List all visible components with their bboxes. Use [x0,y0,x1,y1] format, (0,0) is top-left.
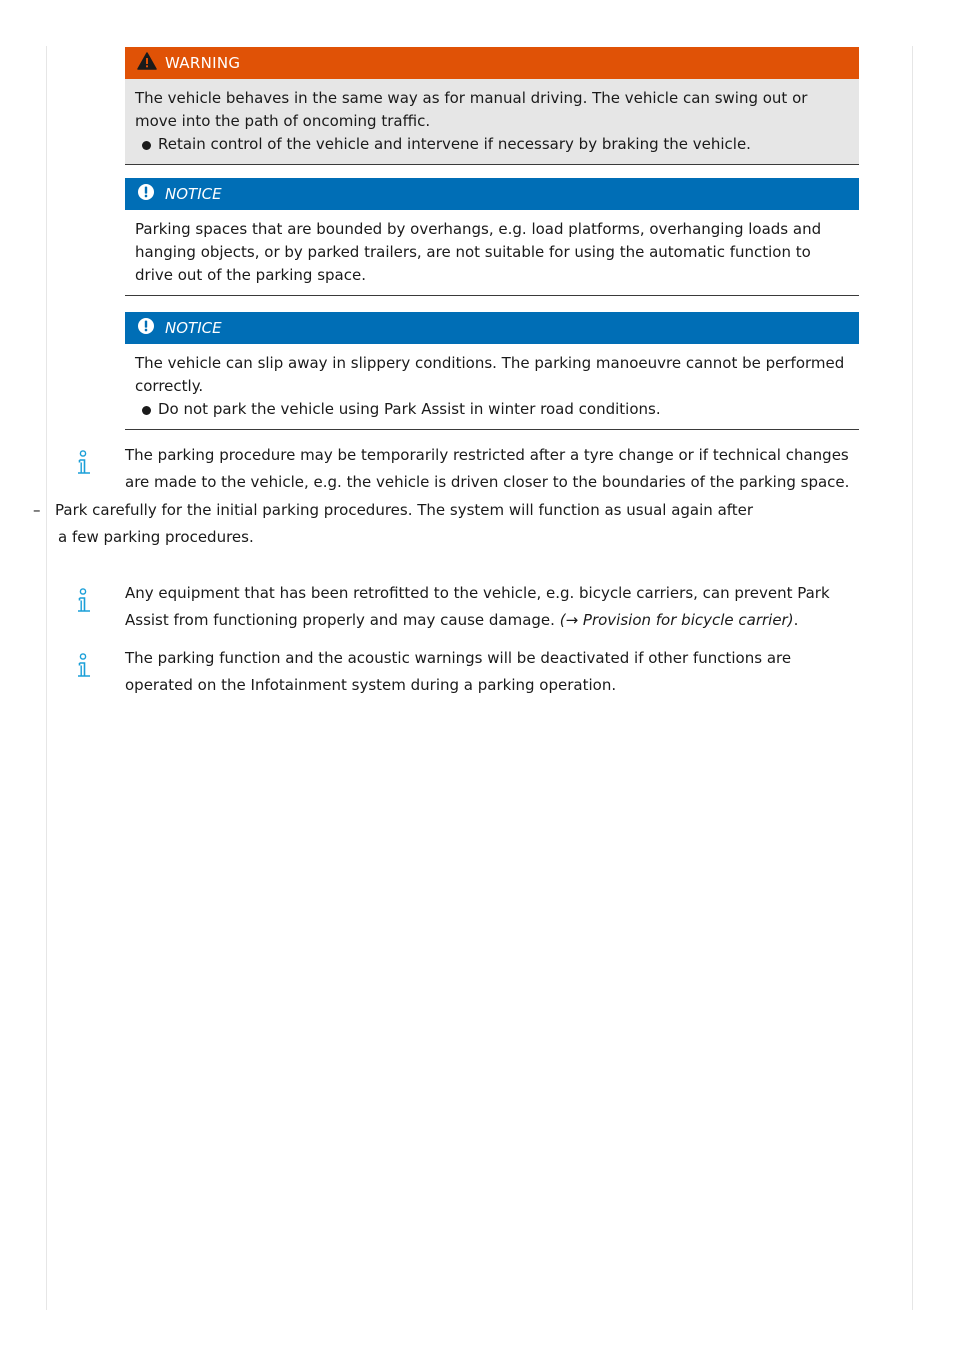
step-text-line-1: Park carefully for the initial parking procedures. The system will function as usual again after [55,501,754,519]
provision-bicycle-carrier-link[interactable]: (→ Provision for bicycle carrier) [559,610,794,629]
notice-header-1 [125,178,859,210]
info-icon [59,645,125,688]
step-text-line-2: a few parking procedures. [58,527,254,546]
warning-box [125,47,859,165]
warning-triangle-icon [137,52,157,74]
warning-bullet-item [135,133,849,156]
warning-bullet-text: Retain control of the vehicle and intervene if necessary by braking the vehicle. [158,135,751,153]
notice-title-1: NOTICE [165,185,222,203]
notice-body-2 [125,344,859,429]
notice-header-2 [125,312,859,344]
info-note-3 [59,645,859,698]
notice-box-1 [125,178,859,296]
notice-text-1: Parking spaces that are bounded by overhangs, e.g. load platforms, overhanging loads and hanging objects, or by parked trailers, are not suitable for using the automatic function to drive out of the parking space. [135,220,822,284]
step-item [31,497,859,550]
notice-text-2: The vehicle can slip away in slippery conditions. The parking manoeuvre cannot be performed correctly. [135,354,845,395]
info-note-text-1: The parking procedure may be temporarily restricted after a tyre change or if technical changes are made to the vehicle, e.g. the vehicle is driven closer to the boundaries of the parking space. [125,446,850,491]
page-content [33,47,859,698]
warning-text: The vehicle behaves in the same way as for manual driving. The vehicle can swing out or move into the path of oncoming traffic. [135,89,808,130]
info-icon [59,442,125,485]
info-note-2 [59,580,859,633]
info-note-1 [59,442,859,495]
left-margin-rule [46,46,47,1310]
info-icon [59,580,125,623]
step-dash: – [33,501,41,519]
bullet-icon [142,406,151,415]
bullet-icon [142,141,151,150]
notice-title-2: NOTICE [165,319,222,337]
step-text [55,497,859,550]
right-margin-rule [912,46,913,1310]
info-note-text-3: The parking function and the acoustic warnings will be deactivated if other functions are operated on the Infotainment system during a parking operation. [125,649,792,694]
warning-title: WARNING [165,54,241,72]
exclamation-circle-icon [137,317,155,339]
notice-box-2 [125,312,859,430]
notice-bullet-text: Do not park the vehicle using Park Assist in winter road conditions. [158,400,661,418]
info-note-text-2 [125,580,859,633]
notice-bullet-item [135,398,849,421]
notice-body-1 [125,210,859,295]
warning-header [125,47,859,79]
info-note-2-body: Any equipment that has been retrofitted to the vehicle, e.g. bicycle carriers, can prevent Park Assist from functioning properly and may cause damage. [125,584,830,629]
warning-body [125,79,859,164]
info-note-2-suffix: . [793,610,799,629]
exclamation-circle-icon [137,183,155,205]
